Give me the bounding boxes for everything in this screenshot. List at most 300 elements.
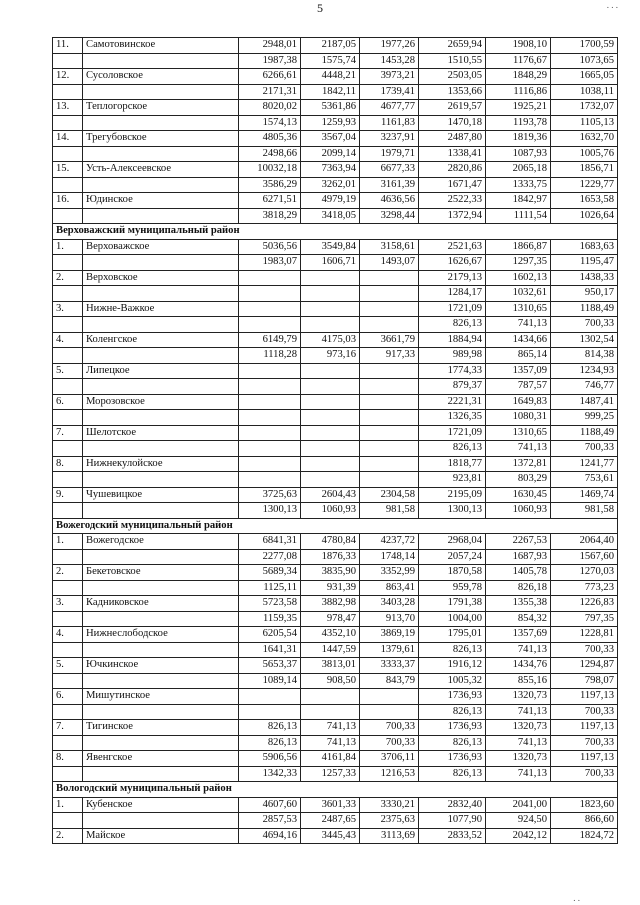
table-row xyxy=(53,332,618,348)
value-cell: 1355,38 xyxy=(486,596,551,612)
value-cell: 1026,64 xyxy=(551,208,618,224)
value-cell: 2099,14 xyxy=(301,146,360,162)
settlement-name xyxy=(83,766,239,782)
settlement-name xyxy=(83,84,239,100)
row-number xyxy=(53,766,83,782)
value-cell: 3973,21 xyxy=(360,69,419,85)
value-cell: 1270,03 xyxy=(551,565,618,581)
row-number: 11. xyxy=(53,38,83,54)
row-number xyxy=(53,379,83,395)
row-number xyxy=(53,503,83,519)
value-cell xyxy=(360,379,419,395)
value-cell: 3586,29 xyxy=(239,177,301,193)
value-cell: 1602,13 xyxy=(486,270,551,286)
value-cell: 1493,07 xyxy=(360,255,419,271)
row-number: 2. xyxy=(53,270,83,286)
value-cell xyxy=(360,472,419,488)
row-number: 3. xyxy=(53,301,83,317)
district-header-row xyxy=(53,782,618,798)
value-cell: 2487,80 xyxy=(419,131,486,147)
value-cell: 3445,43 xyxy=(301,828,360,844)
table-row xyxy=(53,270,618,286)
value-cell: 700,33 xyxy=(551,766,618,782)
value-cell xyxy=(360,689,419,705)
value-cell: 4448,21 xyxy=(301,69,360,85)
settlement-name: Липецкое xyxy=(83,363,239,379)
row-number: 15. xyxy=(53,162,83,178)
value-cell: 1979,71 xyxy=(360,146,419,162)
district-header-row xyxy=(53,518,618,534)
value-cell: 1297,35 xyxy=(486,255,551,271)
value-cell: 2041,00 xyxy=(486,797,551,813)
value-cell: 1671,47 xyxy=(419,177,486,193)
value-cell: 2267,53 xyxy=(486,534,551,550)
value-cell: 4175,03 xyxy=(301,332,360,348)
settlement-name xyxy=(83,813,239,829)
table-row xyxy=(53,720,618,736)
row-number xyxy=(53,208,83,224)
value-cell: 3601,33 xyxy=(301,797,360,813)
row-number: 6. xyxy=(53,689,83,705)
value-cell: 3418,05 xyxy=(301,208,360,224)
value-cell: 1197,13 xyxy=(551,751,618,767)
value-cell: 1876,33 xyxy=(301,549,360,565)
value-cell xyxy=(239,301,301,317)
value-cell: 1721,09 xyxy=(419,301,486,317)
value-cell: 797,35 xyxy=(551,611,618,627)
row-number xyxy=(53,735,83,751)
table-row xyxy=(53,410,618,426)
value-cell: 2833,52 xyxy=(419,828,486,844)
value-cell: 1683,63 xyxy=(551,239,618,255)
settlement-name: Нижне-Важкое xyxy=(83,301,239,317)
value-cell: 917,33 xyxy=(360,348,419,364)
table-row xyxy=(53,193,618,209)
settlement-name: Тигинское xyxy=(83,720,239,736)
value-cell: 700,33 xyxy=(551,704,618,720)
table-row xyxy=(53,69,618,85)
row-number xyxy=(53,255,83,271)
row-number: 13. xyxy=(53,100,83,116)
value-cell: 4677,77 xyxy=(360,100,419,116)
row-number: 5. xyxy=(53,658,83,674)
row-number: 2. xyxy=(53,828,83,844)
row-number xyxy=(53,410,83,426)
value-cell: 2221,31 xyxy=(419,394,486,410)
value-cell: 4237,72 xyxy=(360,534,419,550)
value-cell: 1372,81 xyxy=(486,456,551,472)
scan-mark: . . xyxy=(573,893,580,903)
settlement-name: Шелотское xyxy=(83,425,239,441)
value-cell: 1510,55 xyxy=(419,53,486,69)
value-cell: 854,32 xyxy=(486,611,551,627)
value-cell: 826,13 xyxy=(419,441,486,457)
value-cell: 1241,77 xyxy=(551,456,618,472)
value-cell: 2619,57 xyxy=(419,100,486,116)
row-number xyxy=(53,673,83,689)
value-cell: 3835,90 xyxy=(301,565,360,581)
settlement-name: Юдинское xyxy=(83,193,239,209)
table-row xyxy=(53,53,618,69)
tariff-table xyxy=(52,37,618,844)
value-cell: 1320,73 xyxy=(486,689,551,705)
value-cell: 1736,93 xyxy=(419,751,486,767)
value-cell xyxy=(239,270,301,286)
table-row xyxy=(53,379,618,395)
settlement-name xyxy=(83,255,239,271)
value-cell: 1983,07 xyxy=(239,255,301,271)
value-cell: 814,38 xyxy=(551,348,618,364)
value-cell: 1333,75 xyxy=(486,177,551,193)
value-cell: 923,81 xyxy=(419,472,486,488)
value-cell: 803,29 xyxy=(486,472,551,488)
table-row xyxy=(53,580,618,596)
table-row xyxy=(53,162,618,178)
settlement-name xyxy=(83,611,239,627)
value-cell: 1665,05 xyxy=(551,69,618,85)
value-cell: 2042,12 xyxy=(486,828,551,844)
value-cell xyxy=(301,472,360,488)
value-cell xyxy=(301,456,360,472)
district-name: Вожегодский муниципальный район xyxy=(53,518,618,534)
value-cell: 1080,31 xyxy=(486,410,551,426)
value-cell: 1575,74 xyxy=(301,53,360,69)
row-number xyxy=(53,84,83,100)
value-cell: 1470,18 xyxy=(419,115,486,131)
district-name: Вологодский муниципальный район xyxy=(53,782,618,798)
value-cell: 6266,61 xyxy=(239,69,301,85)
value-cell: 950,17 xyxy=(551,286,618,302)
value-cell: 1630,45 xyxy=(486,487,551,503)
value-cell xyxy=(239,472,301,488)
row-number xyxy=(53,177,83,193)
row-number: 9. xyxy=(53,487,83,503)
value-cell: 700,33 xyxy=(551,735,618,751)
settlement-name xyxy=(83,348,239,364)
value-cell: 4780,84 xyxy=(301,534,360,550)
value-cell xyxy=(301,689,360,705)
value-cell: 3237,91 xyxy=(360,131,419,147)
value-cell: 3725,63 xyxy=(239,487,301,503)
value-cell: 1700,59 xyxy=(551,38,618,54)
value-cell xyxy=(301,286,360,302)
row-number: 8. xyxy=(53,456,83,472)
row-number: 4. xyxy=(53,332,83,348)
value-cell: 4979,19 xyxy=(301,193,360,209)
value-cell: 700,33 xyxy=(360,735,419,751)
row-number: 5. xyxy=(53,363,83,379)
value-cell: 1353,66 xyxy=(419,84,486,100)
table-row xyxy=(53,425,618,441)
value-cell: 1977,26 xyxy=(360,38,419,54)
value-cell: 741,13 xyxy=(301,735,360,751)
table-body xyxy=(53,38,618,844)
value-cell: 4805,36 xyxy=(239,131,301,147)
value-cell: 700,33 xyxy=(360,720,419,736)
value-cell: 1338,41 xyxy=(419,146,486,162)
value-cell: 978,47 xyxy=(301,611,360,627)
table-row xyxy=(53,208,618,224)
value-cell: 5036,56 xyxy=(239,239,301,255)
value-cell: 3298,44 xyxy=(360,208,419,224)
table-row xyxy=(53,131,618,147)
value-cell: 908,50 xyxy=(301,673,360,689)
value-cell: 2522,33 xyxy=(419,193,486,209)
settlement-name xyxy=(83,673,239,689)
value-cell xyxy=(360,456,419,472)
table-row xyxy=(53,487,618,503)
value-cell: 1774,33 xyxy=(419,363,486,379)
value-cell: 1379,61 xyxy=(360,642,419,658)
value-cell: 826,13 xyxy=(419,317,486,333)
value-cell xyxy=(239,689,301,705)
table-row xyxy=(53,100,618,116)
value-cell: 1434,76 xyxy=(486,658,551,674)
value-cell: 741,13 xyxy=(486,317,551,333)
row-number: 1. xyxy=(53,797,83,813)
value-cell: 981,58 xyxy=(360,503,419,519)
value-cell xyxy=(360,704,419,720)
value-cell: 3549,84 xyxy=(301,239,360,255)
value-cell: 753,61 xyxy=(551,472,618,488)
table-row xyxy=(53,828,618,844)
value-cell: 5906,56 xyxy=(239,751,301,767)
value-cell: 746,77 xyxy=(551,379,618,395)
value-cell: 1487,41 xyxy=(551,394,618,410)
settlement-name xyxy=(83,208,239,224)
table-row xyxy=(53,38,618,54)
value-cell: 1649,83 xyxy=(486,394,551,410)
value-cell: 3661,79 xyxy=(360,332,419,348)
value-cell: 1823,60 xyxy=(551,797,618,813)
value-cell: 1405,78 xyxy=(486,565,551,581)
value-cell: 5361,86 xyxy=(301,100,360,116)
table-row xyxy=(53,797,618,813)
value-cell: 1357,09 xyxy=(486,363,551,379)
value-cell: 826,13 xyxy=(419,642,486,658)
row-number xyxy=(53,317,83,333)
value-cell: 1176,67 xyxy=(486,53,551,69)
value-cell: 1197,13 xyxy=(551,689,618,705)
value-cell: 2521,63 xyxy=(419,239,486,255)
value-cell: 959,78 xyxy=(419,580,486,596)
value-cell: 1073,65 xyxy=(551,53,618,69)
value-cell: 1300,13 xyxy=(239,503,301,519)
value-cell: 3161,39 xyxy=(360,177,419,193)
value-cell xyxy=(239,410,301,426)
value-cell xyxy=(360,301,419,317)
settlement-name: Нижнеслободское xyxy=(83,627,239,643)
value-cell xyxy=(301,394,360,410)
settlement-name: Самотовинское xyxy=(83,38,239,54)
value-cell: 3818,29 xyxy=(239,208,301,224)
value-cell: 2487,65 xyxy=(301,813,360,829)
row-number: 7. xyxy=(53,720,83,736)
value-cell: 1229,77 xyxy=(551,177,618,193)
value-cell: 826,18 xyxy=(486,580,551,596)
settlement-name xyxy=(83,735,239,751)
value-cell: 1824,72 xyxy=(551,828,618,844)
settlement-name: Явенгское xyxy=(83,751,239,767)
value-cell: 1870,58 xyxy=(419,565,486,581)
value-cell: 1300,13 xyxy=(419,503,486,519)
table-row xyxy=(53,348,618,364)
value-cell: 1632,70 xyxy=(551,131,618,147)
table-row xyxy=(53,177,618,193)
settlement-name xyxy=(83,53,239,69)
value-cell xyxy=(301,410,360,426)
value-cell: 1925,21 xyxy=(486,100,551,116)
value-cell: 3403,28 xyxy=(360,596,419,612)
table-row xyxy=(53,596,618,612)
row-number: 6. xyxy=(53,394,83,410)
value-cell: 1736,93 xyxy=(419,689,486,705)
value-cell xyxy=(360,270,419,286)
value-cell: 1908,10 xyxy=(486,38,551,54)
value-cell: 1111,54 xyxy=(486,208,551,224)
value-cell: 826,13 xyxy=(239,720,301,736)
value-cell: 1195,47 xyxy=(551,255,618,271)
value-cell: 1159,35 xyxy=(239,611,301,627)
value-cell xyxy=(239,394,301,410)
value-cell: 6271,51 xyxy=(239,193,301,209)
table-row xyxy=(53,286,618,302)
value-cell: 5689,34 xyxy=(239,565,301,581)
value-cell: 5723,58 xyxy=(239,596,301,612)
value-cell: 1438,33 xyxy=(551,270,618,286)
table-row xyxy=(53,549,618,565)
value-cell: 1118,28 xyxy=(239,348,301,364)
value-cell: 1259,93 xyxy=(301,115,360,131)
value-cell: 1736,93 xyxy=(419,720,486,736)
value-cell: 6841,31 xyxy=(239,534,301,550)
value-cell: 1216,53 xyxy=(360,766,419,782)
value-cell: 3158,61 xyxy=(360,239,419,255)
value-cell: 1038,11 xyxy=(551,84,618,100)
value-cell: 2179,13 xyxy=(419,270,486,286)
value-cell: 924,50 xyxy=(486,813,551,829)
value-cell: 1105,13 xyxy=(551,115,618,131)
settlement-name xyxy=(83,472,239,488)
value-cell: 741,13 xyxy=(486,704,551,720)
value-cell: 1641,31 xyxy=(239,642,301,658)
value-cell: 2187,05 xyxy=(301,38,360,54)
settlement-name xyxy=(83,379,239,395)
value-cell xyxy=(360,410,419,426)
value-cell: 2277,08 xyxy=(239,549,301,565)
value-cell: 1469,74 xyxy=(551,487,618,503)
row-number: 1. xyxy=(53,534,83,550)
value-cell: 2064,40 xyxy=(551,534,618,550)
settlement-name xyxy=(83,549,239,565)
value-cell: 1326,35 xyxy=(419,410,486,426)
value-cell: 1087,93 xyxy=(486,146,551,162)
table-row xyxy=(53,611,618,627)
value-cell: 1320,73 xyxy=(486,751,551,767)
value-cell: 1089,14 xyxy=(239,673,301,689)
row-number xyxy=(53,549,83,565)
value-cell: 700,33 xyxy=(551,642,618,658)
value-cell: 5653,37 xyxy=(239,658,301,674)
value-cell: 1310,65 xyxy=(486,425,551,441)
table-row xyxy=(53,146,618,162)
settlement-name: Теплогорское xyxy=(83,100,239,116)
value-cell xyxy=(360,425,419,441)
value-cell: 3113,69 xyxy=(360,828,419,844)
value-cell: 1848,29 xyxy=(486,69,551,85)
table-row xyxy=(53,565,618,581)
value-cell xyxy=(239,704,301,720)
value-cell: 1567,60 xyxy=(551,549,618,565)
value-cell: 1005,32 xyxy=(419,673,486,689)
value-cell: 2304,58 xyxy=(360,487,419,503)
settlement-name xyxy=(83,286,239,302)
row-number xyxy=(53,115,83,131)
table-row xyxy=(53,658,618,674)
table-row xyxy=(53,115,618,131)
row-number: 2. xyxy=(53,565,83,581)
value-cell: 7363,94 xyxy=(301,162,360,178)
row-number xyxy=(53,704,83,720)
row-number xyxy=(53,642,83,658)
settlement-name xyxy=(83,580,239,596)
settlement-name xyxy=(83,704,239,720)
settlement-name: Бекетовское xyxy=(83,565,239,581)
settlement-name xyxy=(83,642,239,658)
settlement-name: Вожегодское xyxy=(83,534,239,550)
value-cell xyxy=(239,425,301,441)
scan-mark: . . . xyxy=(606,0,618,10)
value-cell: 1687,93 xyxy=(486,549,551,565)
table-row xyxy=(53,704,618,720)
value-cell: 2604,43 xyxy=(301,487,360,503)
value-cell: 4352,10 xyxy=(301,627,360,643)
value-cell: 4161,84 xyxy=(301,751,360,767)
value-cell: 826,13 xyxy=(419,766,486,782)
value-cell: 2832,40 xyxy=(419,797,486,813)
table-row xyxy=(53,441,618,457)
value-cell: 1884,94 xyxy=(419,332,486,348)
value-cell: 2065,18 xyxy=(486,162,551,178)
settlement-name: Майское xyxy=(83,828,239,844)
value-cell: 741,13 xyxy=(486,735,551,751)
value-cell xyxy=(301,301,360,317)
value-cell: 1372,94 xyxy=(419,208,486,224)
value-cell xyxy=(301,270,360,286)
table-row xyxy=(53,301,618,317)
value-cell: 1842,11 xyxy=(301,84,360,100)
value-cell: 2503,05 xyxy=(419,69,486,85)
value-cell: 1732,07 xyxy=(551,100,618,116)
value-cell: 826,13 xyxy=(419,735,486,751)
value-cell: 1721,09 xyxy=(419,425,486,441)
table-row xyxy=(53,472,618,488)
value-cell: 913,70 xyxy=(360,611,419,627)
settlement-name: Кубенское xyxy=(83,797,239,813)
settlement-name: Кадниковское xyxy=(83,596,239,612)
value-cell: 1228,81 xyxy=(551,627,618,643)
value-cell xyxy=(360,317,419,333)
settlement-name xyxy=(83,177,239,193)
value-cell: 741,13 xyxy=(486,642,551,658)
settlement-name xyxy=(83,317,239,333)
value-cell: 1302,54 xyxy=(551,332,618,348)
value-cell: 2659,94 xyxy=(419,38,486,54)
value-cell xyxy=(239,456,301,472)
value-cell: 3333,37 xyxy=(360,658,419,674)
value-cell: 1819,36 xyxy=(486,131,551,147)
row-number: 14. xyxy=(53,131,83,147)
